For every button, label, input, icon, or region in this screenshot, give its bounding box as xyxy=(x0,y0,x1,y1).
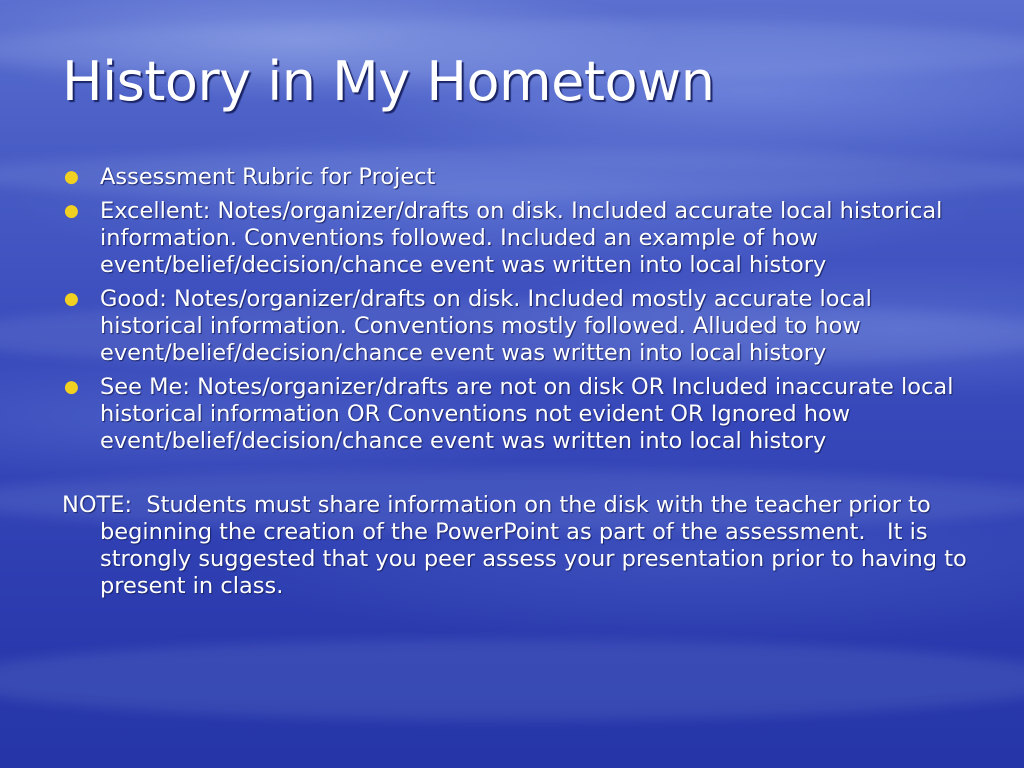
slide-body xyxy=(62,164,972,600)
bullet-dot-icon: ● xyxy=(64,167,79,187)
bullet-dot-icon: ● xyxy=(64,289,79,309)
background-wave xyxy=(0,640,1024,720)
slide-title: History in My Hometown xyxy=(62,50,715,113)
bullet-item xyxy=(62,374,972,455)
bullet-text: Assessment Rubric for Project xyxy=(100,164,436,190)
bullet-dot-icon: ● xyxy=(64,377,79,397)
bullet-text: Good: Notes/organizer/drafts on disk. Included mostly accurate local historical information. Conventions mostly followed. Alluded to how event/belief/decision/chance event was written into local history xyxy=(100,286,872,366)
bullet-dot-icon: ● xyxy=(64,201,79,221)
bullet-item xyxy=(62,286,972,367)
bullet-item xyxy=(62,164,972,191)
bullet-text: See Me: Notes/organizer/drafts are not on disk OR Included inaccurate local historical information OR Conventions not evident OR Ignored how event/belief/decision/chance event was written into local history xyxy=(100,374,954,454)
note-paragraph: NOTE: Students must share information on the disk with the teacher prior to beginning the creation of the PowerPoint as part of the assessment. It is strongly suggested that you peer assess your presentation prior to having to present in class. xyxy=(62,492,974,599)
bullet-list xyxy=(62,164,972,455)
bullet-item xyxy=(62,198,972,279)
bullet-text: Excellent: Notes/organizer/drafts on disk. Included accurate local historical information. Conventions followed. Included an example of how event/belief/decision/chance event was written into local history xyxy=(100,198,943,278)
